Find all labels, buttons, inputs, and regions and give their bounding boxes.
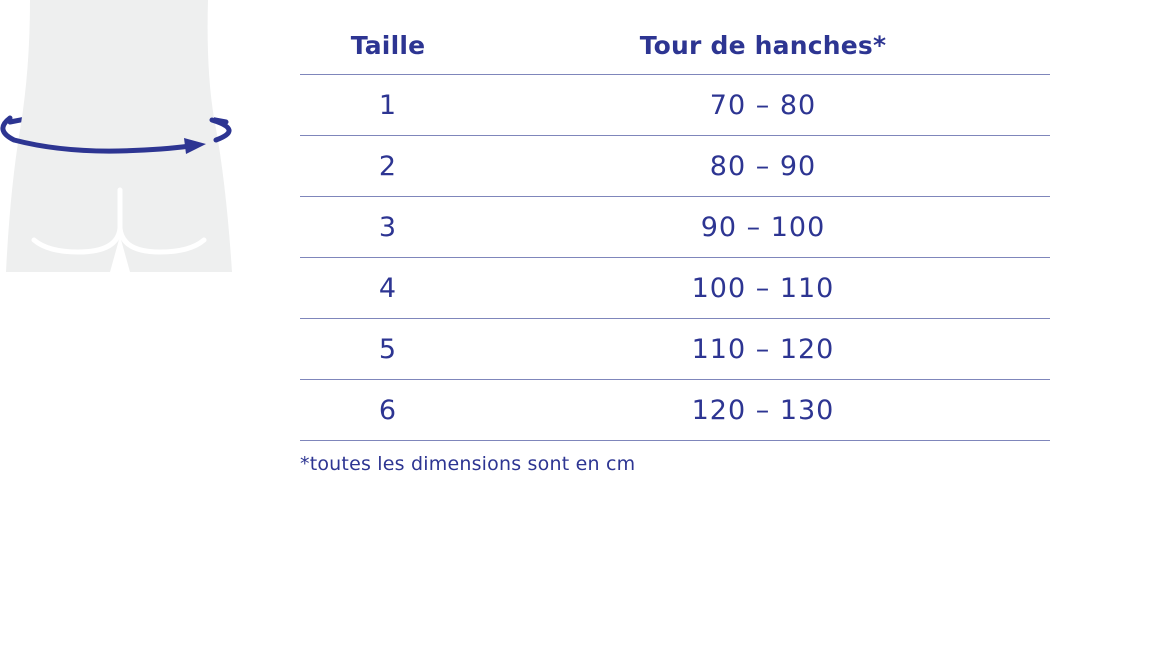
footnote: *toutes les dimensions sont en cm <box>300 453 636 475</box>
hip-range-value: 110 – 120 <box>691 333 835 365</box>
table-row <box>300 319 1050 380</box>
table-row <box>300 136 1050 197</box>
size-value: 6 <box>378 394 398 426</box>
hip-range-value: 70 – 80 <box>709 89 817 121</box>
header-size-label: Taille <box>350 31 426 60</box>
table-row <box>300 75 1050 136</box>
table-row <box>300 258 1050 319</box>
size-value: 5 <box>378 333 398 365</box>
header-hip-label: Tour de hanches* <box>639 31 887 60</box>
hip-range-value: 90 – 100 <box>700 211 826 243</box>
size-value: 2 <box>378 150 398 182</box>
size-value: 1 <box>378 89 398 121</box>
header-cell-size <box>300 31 476 60</box>
header-cell-hip <box>476 31 1050 60</box>
size-table <box>300 17 1050 441</box>
hip-range-value: 100 – 110 <box>691 272 835 304</box>
table-row <box>300 197 1050 258</box>
hip-measurement-silhouette-icon <box>0 0 240 280</box>
table-header-row <box>300 17 1050 75</box>
size-value: 4 <box>378 272 398 304</box>
hip-range-value: 80 – 90 <box>709 150 817 182</box>
size-value: 3 <box>378 211 398 243</box>
hip-range-value: 120 – 130 <box>691 394 835 426</box>
table-row <box>300 380 1050 441</box>
